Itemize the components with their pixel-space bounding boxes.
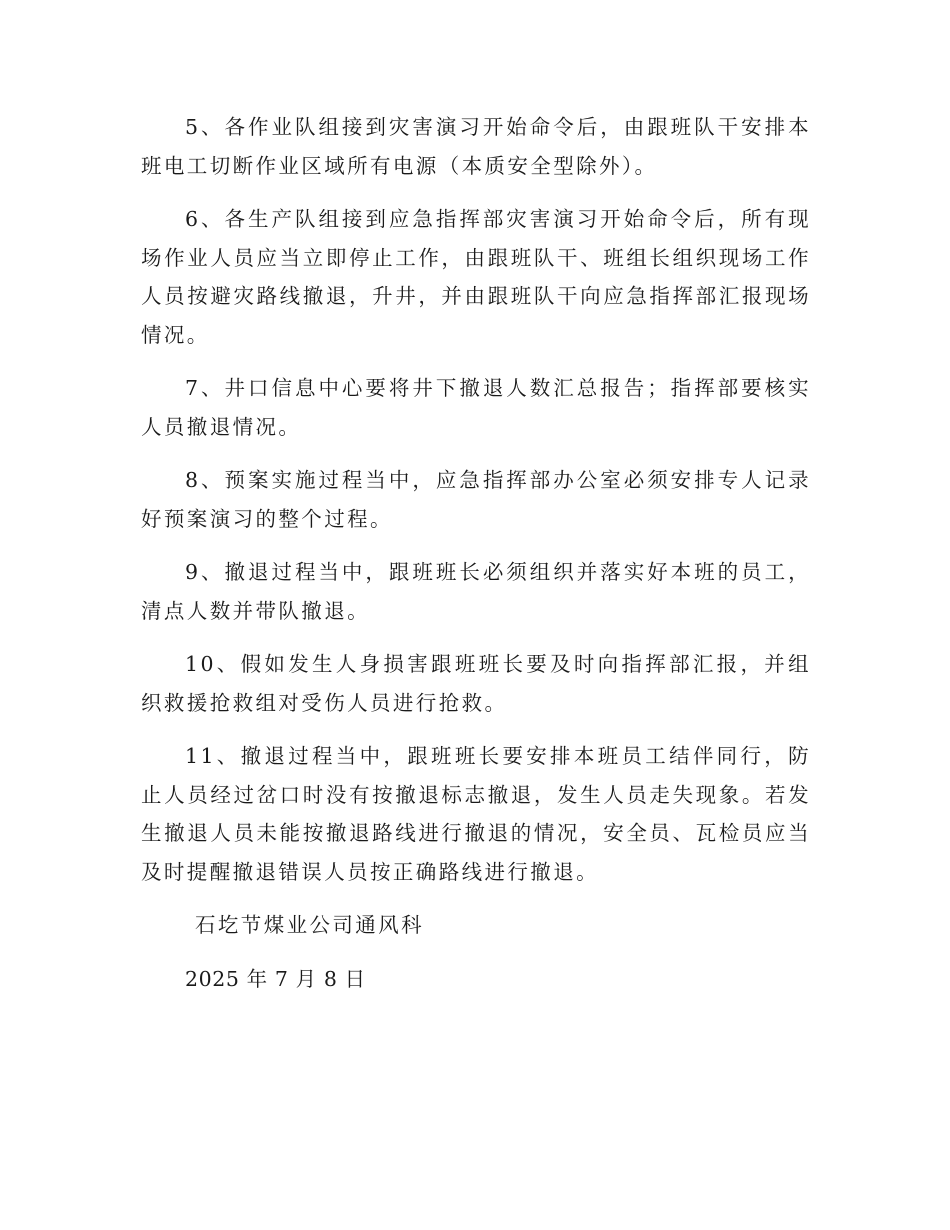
paragraph-item-9: 9、撤退过程当中，跟班班长必须组织并落实好本班的员工，清点人数并带队撤退。 bbox=[141, 560, 811, 623]
paragraph-item-10: 10、假如发生人身损害跟班班长要及时向指挥部汇报，并组织救援抢救组对受伤人员进行抢救。 bbox=[141, 652, 811, 715]
paragraph-item-6: 6、各生产队组接到应急指挥部灾害演习开始命令后，所有现场作业人员应当立即停止工作，由跟班队干、班组长组织现场工作人员按避灾路线撤退，升井，并由跟班队干向应急指挥部汇报现场情况。 bbox=[141, 207, 811, 347]
document-body bbox=[141, 108, 811, 998]
signature-date: 2025 年 7 月 8 日 bbox=[185, 966, 366, 991]
signature-organization: 石圪节煤业公司通风科 bbox=[195, 913, 424, 937]
paragraph-item-5: 5、各作业队组接到灾害演习开始命令后，由跟班队干安排本班电工切断作业区域所有电源（本质安全型除外）。 bbox=[141, 115, 811, 178]
paragraph-item-11: 11、撤退过程当中，跟班班长要安排本班员工结伴同行，防止人员经过岔口时没有按撤退标志撤退，发生人员走失现象。若发生撤退人员未能按撤退路线进行撤退的情况，安全员、瓦检员应当及时提醒撤退错误人员按正确路线进行撤退。 bbox=[141, 744, 811, 884]
paragraph-item-8: 8、预案实施过程当中，应急指挥部办公室必须安排专人记录好预案演习的整个过程。 bbox=[141, 468, 811, 531]
paragraph-item-7: 7、井口信息中心要将井下撤退人数汇总报告；指挥部要核实人员撤退情况。 bbox=[141, 376, 811, 439]
